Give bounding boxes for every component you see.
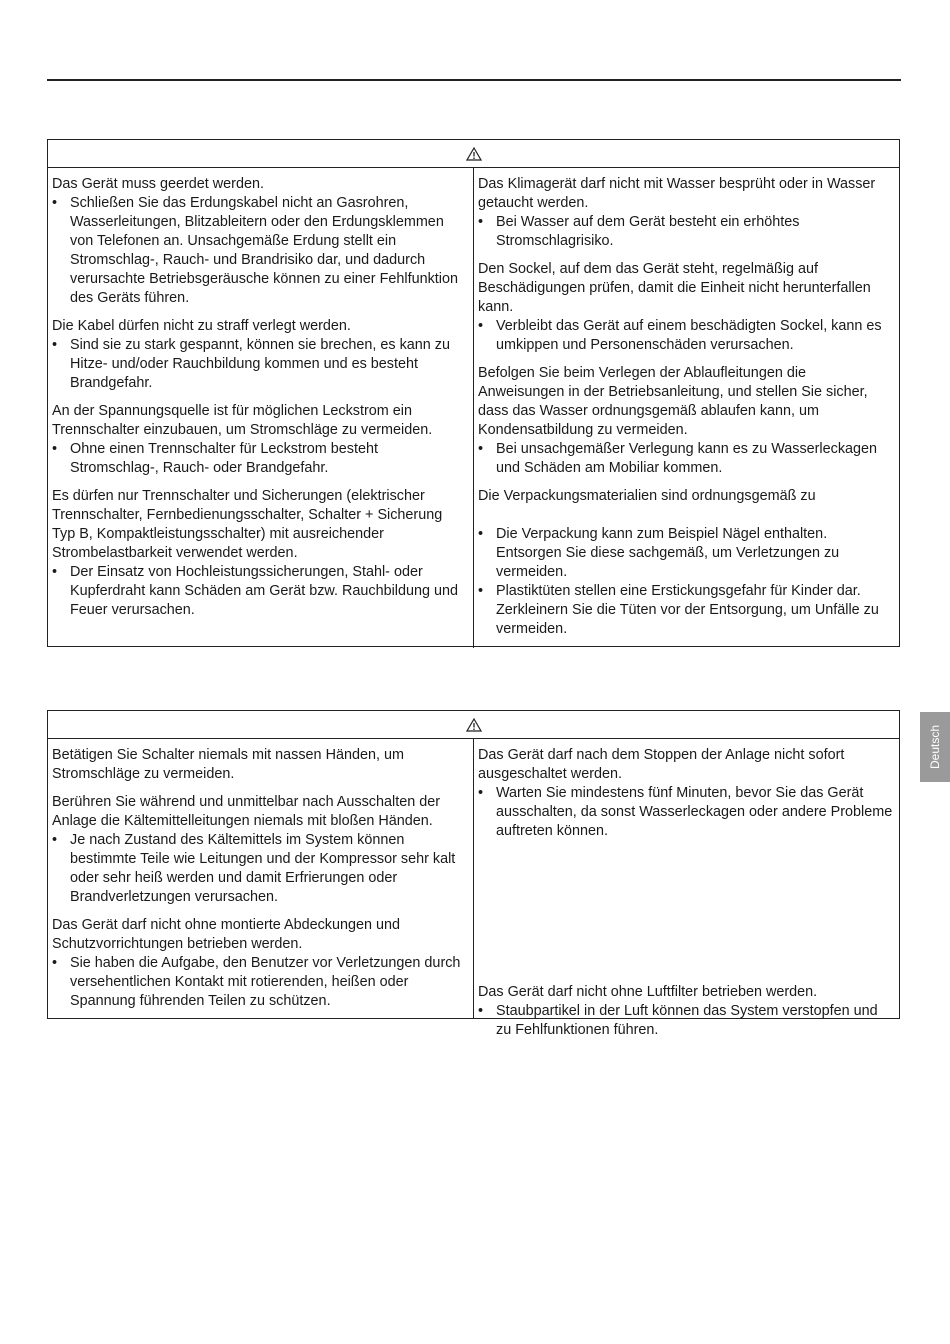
bullet-dot-icon: • (478, 1003, 484, 1019)
warning-item (478, 175, 895, 251)
bullet-item (52, 194, 469, 308)
warning-lead: Das Gerät muss geerdet werden. (52, 176, 264, 192)
bullet-dot-icon: • (478, 214, 484, 230)
bullet-text: Sind sie zu stark gespannt, können sie brechen, es kann zu Hitze- und/oder Rauchbildung kommen und es besteht Brandgefahr. (70, 337, 450, 391)
bullet-text: Warten Sie mindestens fünf Minuten, bevor Sie das Gerät ausschalten, da sonst Wasserleckagen oder andere Probleme auftreten können. (496, 785, 893, 839)
bullet-dot-icon: • (52, 337, 58, 353)
warning-triangle-icon (466, 147, 482, 161)
warning-header (48, 140, 899, 168)
warning-lead: Das Klimagerät darf nicht mit Wasser besprüht oder in Wasser getaucht werden. (478, 176, 876, 211)
bullet-item (52, 440, 469, 478)
bullet-dot-icon: • (478, 785, 484, 801)
warning-column-right (474, 168, 899, 648)
bullet-item (478, 213, 895, 251)
bullet-dot-icon: • (52, 195, 58, 211)
bullet-dot-icon: • (478, 318, 484, 334)
bullet-dot-icon: • (52, 564, 58, 580)
warning-table-2 (47, 710, 900, 1038)
bullet-text: Der Einsatz von Hochleistungssicherungen, Stahl- oder Kupferdraht kann Schäden am Gerät bzw. Rauchbildung und Feuer verursachen. (70, 564, 458, 618)
warning-lead: Das Gerät darf nach dem Stoppen der Anlage nicht sofort ausgeschaltet werden. (478, 747, 845, 782)
warning-item (52, 487, 469, 620)
warning-lead: An der Spannungsquelle ist für möglichen Leckstrom ein Trennschalter einzubauen, um Stromschläge zu vermeiden. (52, 403, 433, 438)
warning-lead: Die Verpackungsmaterialien sind ordnungsgemäß zu (478, 488, 816, 504)
warning-item (478, 260, 895, 355)
warning-triangle-icon (466, 718, 482, 732)
bullet-item (478, 525, 895, 582)
warning-lead: Das Gerät darf nicht ohne Luftfilter betrieben werden. (478, 984, 818, 1000)
bullet-item (478, 784, 895, 841)
header-rule (47, 79, 901, 81)
warning-table-1 (47, 139, 900, 647)
bullet-text: Staubpartikel in der Luft können das System verstopfen und zu Fehlfunktionen führen. (496, 1003, 878, 1038)
bullet-dot-icon: • (478, 526, 484, 542)
bullet-item (52, 954, 469, 1011)
bullet-item (478, 582, 895, 639)
bullet-dot-icon: • (478, 583, 484, 599)
warning-item (52, 793, 469, 907)
bullet-text: Ohne einen Trennschalter für Leckstrom besteht Stromschlag-, Rauch- oder Brandgefahr. (70, 441, 378, 476)
bullet-dot-icon: • (52, 955, 58, 971)
bullet-item (478, 440, 895, 478)
bullet-item (52, 831, 469, 907)
warning-item (52, 916, 469, 1011)
warning-column-left (48, 168, 474, 648)
warning-lead: Die Kabel dürfen nicht zu straff verlegt werden. (52, 318, 351, 334)
bullet-text: Bei Wasser auf dem Gerät besteht ein erhöhtes Stromschlagrisiko. (496, 214, 800, 249)
warning-item (52, 402, 469, 478)
bullet-text: Bei unsachgemäßer Verlegung kann es zu Wasserleckagen und Schäden am Mobiliar kommen. (496, 441, 878, 476)
blank-line (478, 506, 895, 525)
bullet-text: Die Verpackung kann zum Beispiel Nägel enthalten. Entsorgen Sie diese sachgemäß, um Verletzungen zu vermeiden. (496, 526, 840, 580)
warning-lead: Betätigen Sie Schalter niemals mit nassen Händen, um Stromschläge zu vermeiden. (52, 747, 404, 782)
warning-column-left (48, 739, 474, 1019)
warning-item (52, 175, 469, 308)
bullet-dot-icon: • (478, 441, 484, 457)
bullet-dot-icon: • (52, 832, 58, 848)
warning-item (52, 746, 469, 784)
warning-item (478, 983, 895, 1040)
warning-lead: Das Gerät darf nicht ohne montierte Abdeckungen und Schutzvorrichtungen betrieben werden. (52, 917, 400, 952)
warning-header (48, 711, 899, 739)
warning-lead: Den Sockel, auf dem das Gerät steht, regelmäßig auf Beschädigungen prüfen, damit die Einheit nicht herunterfallen kann. (478, 261, 871, 315)
warning-item (478, 364, 895, 478)
language-tab-label: Deutsch (928, 724, 942, 770)
warning-item (52, 317, 469, 393)
bullet-item (478, 317, 895, 355)
bullet-text: Sie haben die Aufgabe, den Benutzer vor Verletzungen durch versehentlichen Kontakt mit rotierenden, heißen oder Spannung führenden Teilen zu schützen. (70, 955, 461, 1009)
warning-item (478, 746, 895, 841)
warning-item (478, 487, 895, 639)
warning-lead: Befolgen Sie beim Verlegen der Ablaufleitungen die Anweisungen in der Betriebsanleitung, und stellen Sie sicher, dass das Wasser ordnungsgemäß ablaufen kann, um Kondensatbildung zu vermeiden. (478, 365, 868, 438)
bullet-item (52, 336, 469, 393)
bullet-text: Plastiktüten stellen eine Erstickungsgefahr für Kinder dar. Zerkleinern Sie die Tüten vor der Entsorgung, um Unfälle zu vermeiden. (496, 583, 879, 637)
bullet-text: Schließen Sie das Erdungskabel nicht an Gasrohren, Wasserleitungen, Blitzableitern oder den Erdungsklemmen von Telefonen an. Unsachgemäße Erdung stellt ein Stromschlag-, Rauch- und Brandrisiko dar, und dadurch verursachte Betriebsgeräusche können zu einer Fehlfunktion des Geräts führen. (70, 195, 458, 306)
warning-lead: Berühren Sie während und unmittelbar nach Ausschalten der Anlage die Kältemittelleitungen niemals mit bloßen Händen. (52, 794, 440, 829)
warning-lead: Es dürfen nur Trennschalter und Sicherungen (elektrischer Trennschalter, Fernbedienungsschalter, Schalter + Sicherung Typ B, Kompaktleistungsschalter) mit ausreichender Strombelastbarkeit verwendet werden. (52, 488, 443, 561)
bullet-item (52, 563, 469, 620)
bullet-text: Verbleibt das Gerät auf einem beschädigten Sockel, kann es umkippen und Personenschäden verursachen. (496, 318, 882, 353)
warning-column-right (474, 739, 899, 1038)
bullet-text: Je nach Zustand des Kältemittels im System können bestimmte Teile wie Leitungen und der Kompressor sehr kalt oder sehr heiß werden und damit Erfrierungen oder Brandverletzungen verursachen. (70, 832, 456, 905)
bullet-dot-icon: • (52, 441, 58, 457)
language-tab (920, 712, 950, 782)
bullet-item (478, 1002, 895, 1040)
